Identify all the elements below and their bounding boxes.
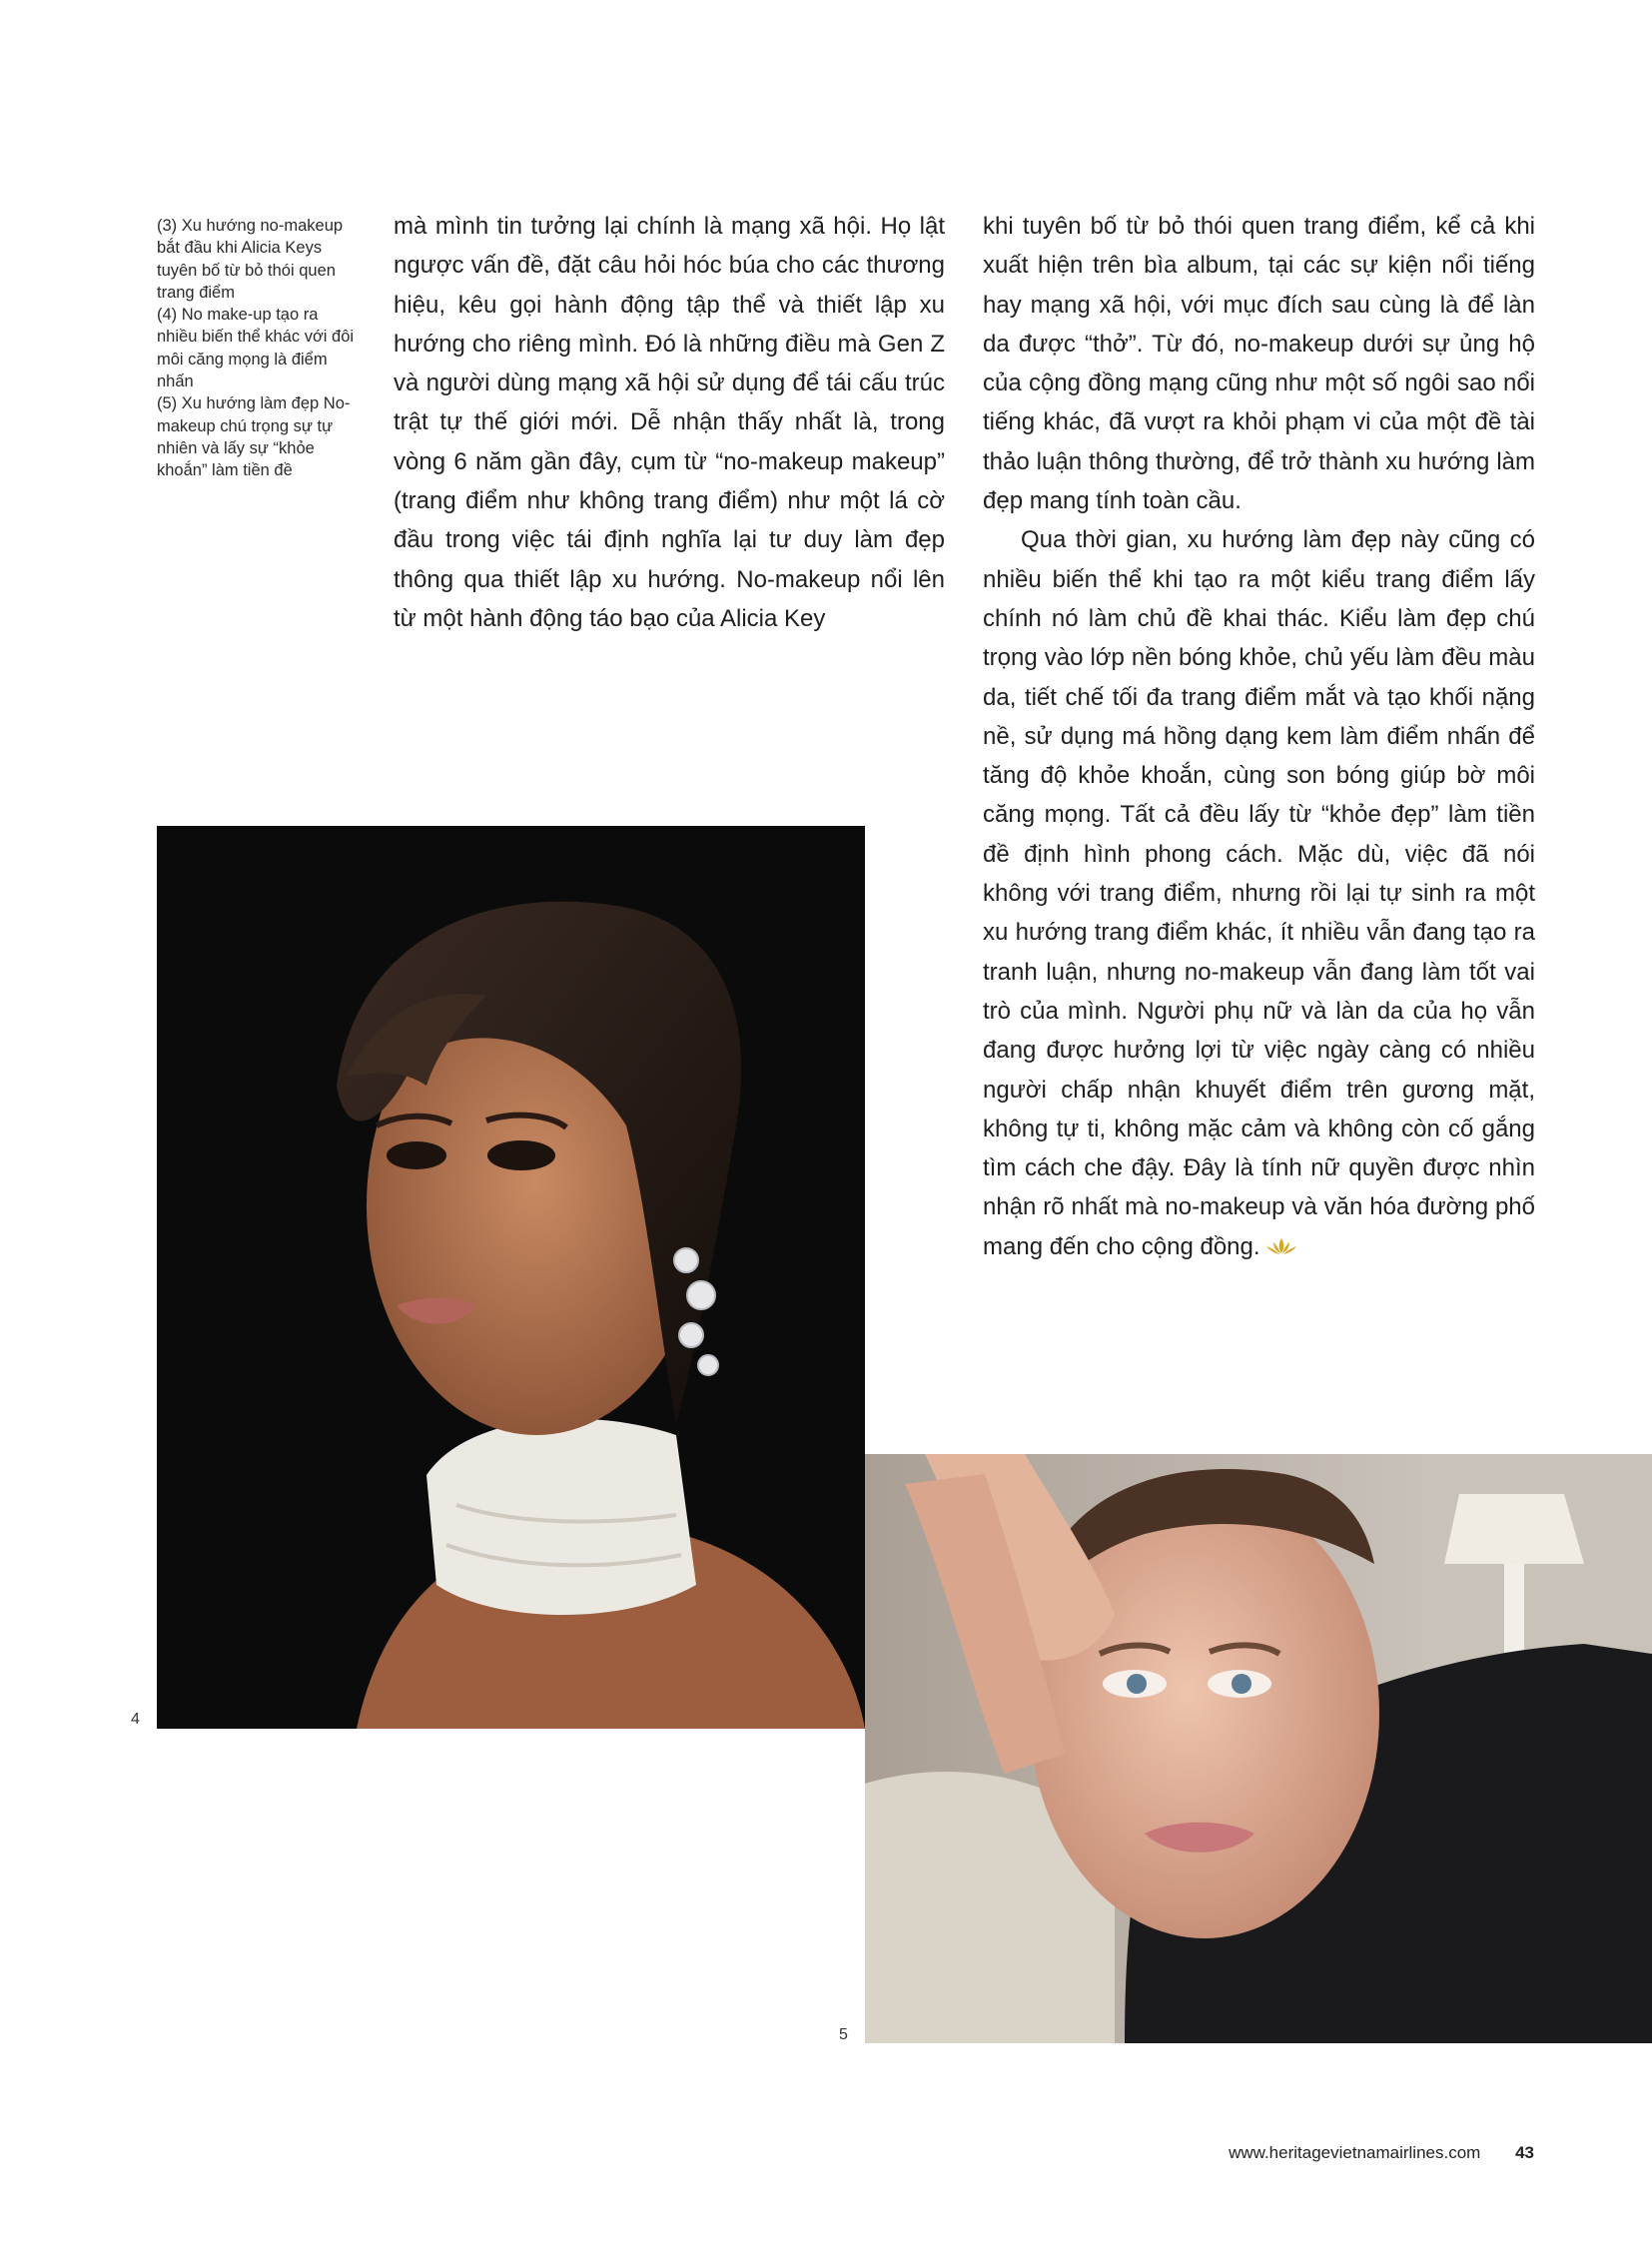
- photo-captions: [157, 215, 357, 482]
- website-url: www.heritagevietnamairlines.com: [1229, 2143, 1481, 2162]
- page-footer: [1229, 2143, 1534, 2163]
- article-paragraph: mà mình tin tưởng lại chính là mạng xã hội. Họ lật ngược vấn đề, đặt câu hỏi hóc búa cho các thương hiệu, kêu gọi hành động tập thể và thiết lập xu hướng cho riêng mình. Đó là những điều mà Gen Z và người dùng mạng xã hội sử dụng để tái cấu trúc trật tự thế giới mới. Dễ nhận thấy nhất là, trong vòng 6 năm gần đây, cụm từ “no-makeup makeup” (trang điểm như không trang điểm) như một lá cờ đầu trong việc tái định nghĩa lại tư duy làm đẹp thông qua thiết lập xu hướng. No-makeup nổi lên từ một hành động táo bạo của Alicia Key: [394, 213, 945, 632]
- article-paragraph: khi tuyên bố từ bỏ thói quen trang điểm, kể cả khi xuất hiện trên bìa album, tại các sự kiện nổi tiếng hay mạng xã hội, với mục đích sau cùng là để làn da được “thở”. Từ đó, no-makeup dưới sự ủng hộ của cộng đồng mạng cũng như một số ngôi sao nổi tiếng khác, đã vượt ra khỏi phạm vi của một đề tài thảo luận thông thường, để trở thành xu hướng làm đẹp mang tính toàn cầu.: [983, 213, 1535, 515]
- portrait-photo-4: [157, 826, 865, 1729]
- figure-number-5: 5: [839, 2026, 848, 2043]
- page-number: 43: [1515, 2143, 1534, 2162]
- article-paragraph-final: [983, 520, 1535, 1266]
- article-column-right: [983, 207, 1535, 1266]
- caption-4: (4) No make-up tạo ra nhiều biến thể khác với đôi môi căng mọng là điểm nhấn: [157, 306, 355, 391]
- article-paragraph-text: Qua thời gian, xu hướng làm đẹp này cũng có nhiều biến thể khi tạo ra một kiểu trang điểm lấy chính nó làm chủ đề khai thác. Kiểu làm đẹp chú trọng vào lớp nền bóng khỏe, chủ yếu làm đều màu da, tiết chế tối đa trang điểm mắt và tạo khối nặng nề, sử dụng má hồng dạng kem làm điểm nhấn để tăng độ khỏe khoắn, cùng son bóng giúp bờ môi căng mọng. Tất cả đều lấy từ “khỏe đẹp” làm tiền đề định hình phong cách. Mặc dù, việc đã nói không với trang điểm, nhưng rồi lại tự sinh ra một xu hướng trang điểm khác, ít nhiều vẫn đang tạo ra tranh luận, nhưng no-makeup vẫn đang làm tốt vai trò của mình. Người phụ nữ và làn da của họ vẫn đang được hưởng lợi từ việc ngày càng có nhiều người chấp nhận khuyết điểm trên gương mặt, không tự ti, không mặc cảm và không còn cố gắng tìm cách che đậy. Đây là tính nữ quyền được nhìn nhận rõ nhất mà no-makeup và văn hóa đường phố mang đến cho cộng đồng.: [983, 526, 1535, 1260]
- caption-3: (3) Xu hướng no-makeup bắt đầu khi Alicia Keys tuyên bố từ bỏ thói quen trang điểm: [157, 217, 344, 302]
- article-column-middle: [394, 207, 945, 638]
- caption-5: (5) Xu hướng làm đẹp No-makeup chú trọng sự tự nhiên và lấy sự “khỏe khoắn” làm tiền đề: [157, 394, 351, 480]
- portrait-photo-5: [865, 1454, 1652, 2043]
- lotus-icon: [1264, 1236, 1298, 1256]
- figure-number-4: 4: [131, 1711, 140, 1728]
